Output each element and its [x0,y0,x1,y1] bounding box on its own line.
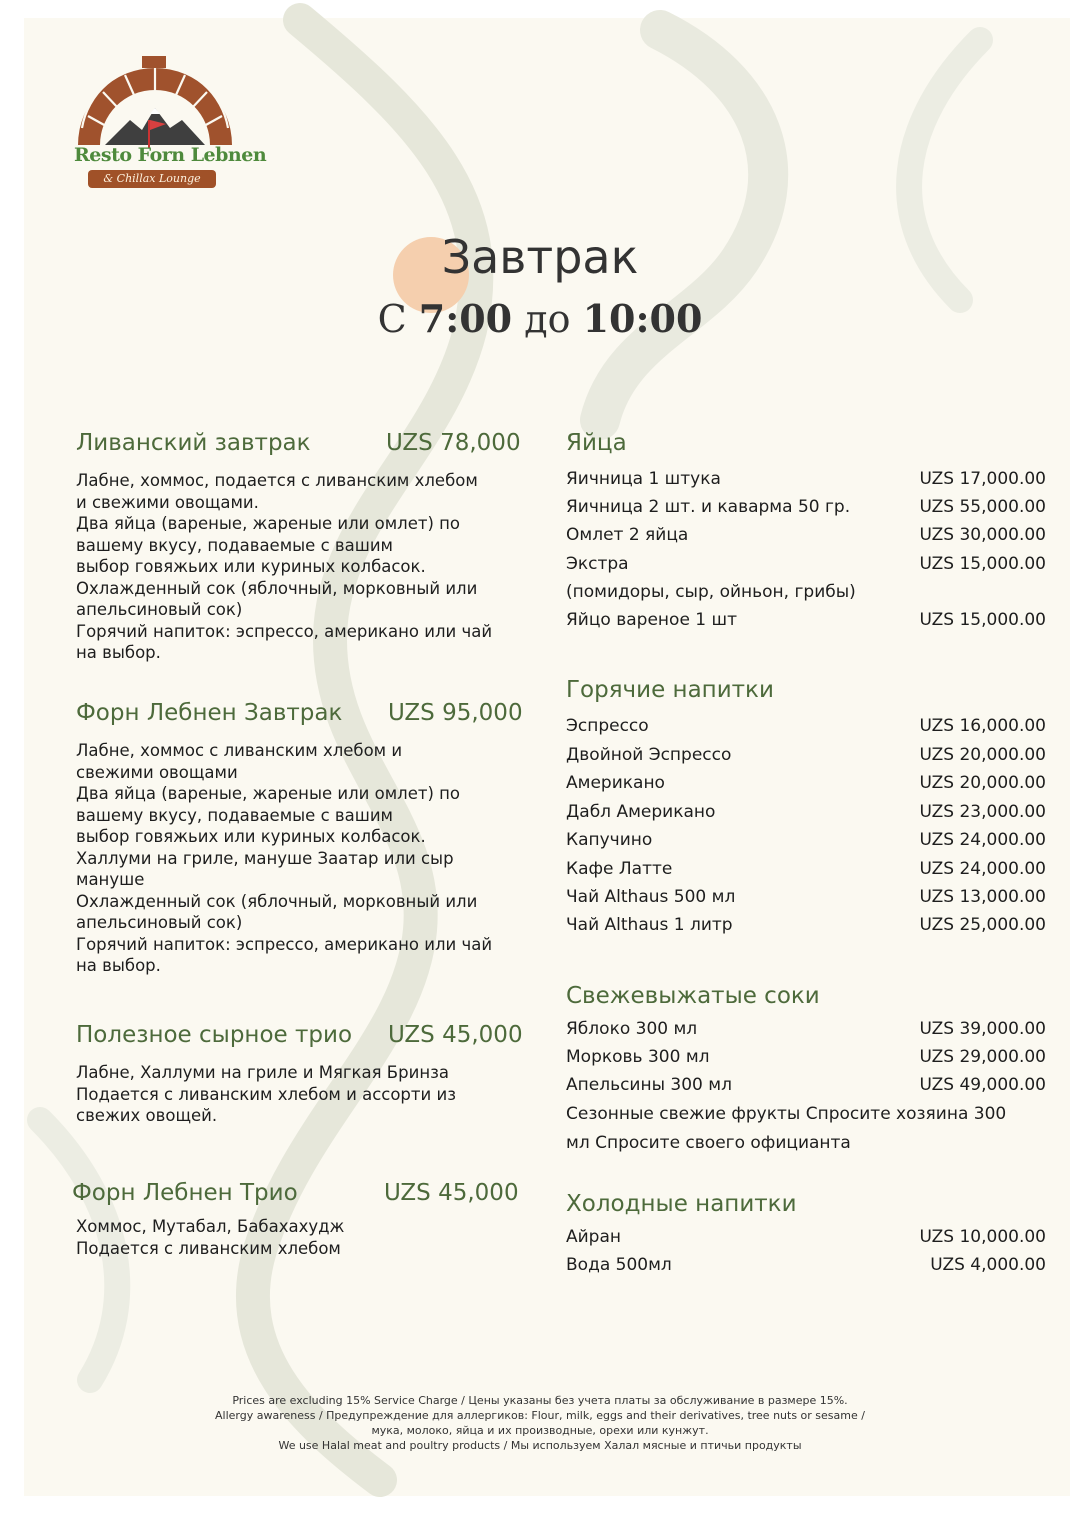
item-name: Омлет 2 яйца [566,525,689,545]
menu-row [566,554,1046,578]
menu-row [566,610,1046,634]
item-price: UZS 29,000.00 [919,1047,1046,1067]
item-price: UZS 49,000.00 [919,1075,1046,1095]
item-price: UZS 13,000.00 [919,887,1046,907]
menu-row [566,1019,1046,1043]
description-line: выбор говяжьих или куриных колбасок. [76,827,426,846]
item-name: Капучино [566,830,653,850]
menu-row [566,859,1046,883]
item-name: Экстра [566,554,629,574]
description-line: Халлуми на гриле, мануше Заатар или сыр [76,848,454,868]
description-line: апельсиновый сок) [76,913,243,932]
menu-row [566,1255,1046,1279]
item-price: UZS 15,000.00 [919,554,1046,574]
item-price: UZS 30,000.00 [919,525,1046,545]
section-title-juices: Свежевыжатые соки [566,983,820,1009]
item-name: Чай Althaus 500 мл [566,887,736,907]
description-line: Горячий напиток: эспрессо, американо или чай [76,934,493,954]
breakfast-name: Полезное сырное трио [76,1022,353,1048]
menu-row [566,887,1046,911]
description-line: Два яйца (вареные, жареные или омлет) по [76,784,461,803]
item-price: UZS 24,000.00 [919,859,1046,879]
item-price: UZS 24,000.00 [919,830,1046,850]
item-name: Вода 500мл [566,1255,672,1275]
section-title-cold-drinks: Холодные напитки [566,1191,797,1217]
item-price: UZS 20,000.00 [919,745,1046,765]
description-line: на выбор. [76,643,161,662]
footer-note [0,1393,1080,1453]
item-price: UZS 10,000.00 [919,1227,1046,1247]
description-line: Охлажденный сок (яблочный, морковный или [76,578,478,598]
item-name: Двойной Эспрессо [566,745,732,765]
description-line: и свежими овощами. [76,492,259,512]
breakfast-item [76,1022,546,1127]
menu-row [566,773,1046,797]
footer-line: Prices are excluding 15% Service Charge / Цены указаны без учета платы за обслуживание в размере 15%. [232,1394,848,1407]
item-name: Дабл Американо [566,802,716,822]
menu-row [566,716,1046,740]
menu-row [566,525,1046,549]
footer-line: Allergy awareness / Предупреждение для аллергиков: Flour, milk, eggs and their derivatives, tree nuts or sesame / [215,1409,865,1422]
description-line: выбор говяжьих или куриных колбасок. [76,557,426,576]
item-price: UZS 23,000.00 [919,802,1046,822]
menu-row [566,1075,1046,1099]
description-line: на выбор. [76,956,161,975]
item-name: Яйцо вареное 1 шт [566,610,737,630]
item-name: Яичница 1 штука [566,469,721,489]
section-title-eggs: Яйца [566,430,627,456]
breakfast-name: Ливанский завтрак [76,430,311,456]
item-price: UZS 4,000.00 [930,1255,1046,1275]
item-name: Чай Althaus 1 литр [566,915,733,935]
breakfast-description [76,470,546,664]
brand-name: Resto Forn Lebnen [74,144,267,166]
description-line: мануше [76,870,145,889]
footer-line: We use Halal meat and poultry products / Мы используем Халал мясные и птичьи продукты [278,1439,802,1452]
description-line: Лабне, хоммос, подается с ливанским хлебом [76,471,478,490]
breakfast-hours [0,296,1080,341]
breakfast-price: UZS 95,000 [388,700,523,726]
item-name: Апельсины 300 мл [566,1075,732,1095]
breakfast-description [72,1216,542,1259]
description-line: вашему вкусу, подаваемые с вашим [76,805,394,825]
breakfast-description [76,1062,546,1127]
item-price: UZS 39,000.00 [919,1019,1046,1039]
description-line: Лабне, хоммос с ливанским хлебом и [76,741,403,760]
description-line: Горячий напиток: эспрессо, американо или чай [76,621,493,641]
item-price: UZS 25,000.00 [919,915,1046,935]
menu-row [566,802,1046,826]
item-price: UZS 15,000.00 [919,610,1046,630]
item-name: Яичница 2 шт. и каварма 50 гр. [566,497,851,517]
hours-from: 7:00 [418,296,513,341]
menu-row [566,469,1046,493]
item-name: Морковь 300 мл [566,1047,710,1067]
breakfast-name: Форн Лебнен Завтрак [76,700,343,726]
description-line: апельсиновый сок) [76,600,243,619]
seasonal-note: Сезонные свежие фрукты Спросите хозяина 300 [566,1104,1007,1124]
hours-prefix: С [377,297,407,341]
menu-row [566,1227,1046,1251]
menu-row [566,1047,1046,1071]
menu-row [566,745,1046,769]
breakfast-item [76,430,546,664]
hours-mid: до [524,297,571,341]
description-line: Лабне, Халлуми на гриле и Мягкая Бринза [76,1063,449,1082]
item-name: Эспрессо [566,716,649,736]
item-name: Американо [566,773,665,793]
breakfast-price: UZS 78,000 [386,430,521,456]
description-line: вашему вкусу, подаваемые с вашим [76,535,394,555]
item-name: Кафе Латте [566,859,673,879]
description-line: Два яйца (вареные, жареные или омлет) по [76,514,461,533]
item-price: UZS 55,000.00 [919,497,1046,517]
item-price: UZS 16,000.00 [919,716,1046,736]
menu-row [566,497,1046,521]
seasonal-note: мл Спросите своего официанта [566,1133,851,1153]
description-line: Охлажденный сок (яблочный, морковный или [76,891,478,911]
item-name: Яблоко 300 мл [566,1019,698,1039]
description-line: Подается с ливанским хлебом [76,1238,341,1258]
description-line: Подается с ливанским хлебом и ассорти из [76,1084,456,1104]
description-line: Хоммос, Мутабал, Бабахахудж [76,1217,345,1236]
extra-note: (помидоры, сыр, ойньон, грибы) [566,582,856,602]
hours-to: 10:00 [582,296,703,341]
breakfast-name: Форн Лебнен Трио [72,1180,298,1206]
breakfast-price: UZS 45,000 [388,1022,523,1048]
description-line: свежих овощей. [76,1106,218,1125]
breakfast-item [72,1180,542,1259]
item-price: UZS 17,000.00 [919,469,1046,489]
footer-line: мука, молоко, яйца и их производные, орехи или кунжут. [371,1424,709,1437]
breakfast-price: UZS 45,000 [384,1180,519,1206]
description-line: свежими овощами [76,762,238,782]
breakfast-item [76,700,546,977]
item-name: Айран [566,1227,622,1247]
section-title-hot-drinks: Горячие напитки [566,677,774,703]
menu-row [566,915,1046,939]
item-price: UZS 20,000.00 [919,773,1046,793]
brand-tagline: & Chillax Lounge [88,170,216,188]
menu-row [566,830,1046,854]
page-title: Завтрак [441,230,639,284]
breakfast-description [76,740,546,977]
